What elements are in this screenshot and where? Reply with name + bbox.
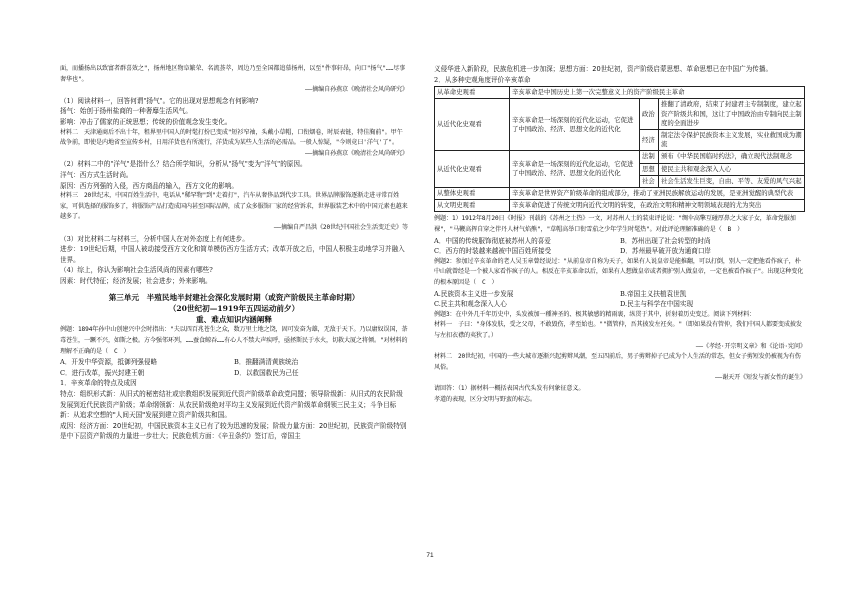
- table-cell: 从近代化史观看: [435, 151, 510, 188]
- page-number: 71: [426, 552, 434, 559]
- option: C．进行改革，振兴封建王朝: [60, 368, 145, 377]
- source-citation: ——谢天开《短发与新女性的诞生》: [714, 374, 806, 382]
- example-question: 例题：1894年孙中山创建兴中会时指出："夫以四百兆苍生之众，数万里土地之饶，固可发奋为雄，无敌于天下。乃以庸奴误国，荼毒苍生，一蹶不兴，如斯之极。方今强邻环列，……蚕食鲸吞……有心人不禁大声疾呼，亟拯斯民于水火，切救大厦之将倾。"对材料的理解不正确的是（ C ）: [60, 326, 408, 355]
- answer: 洋气：西方式生活时尚。: [60, 170, 133, 179]
- table-cell: 从革命史观看: [435, 87, 510, 99]
- table-row: [435, 188, 805, 200]
- unit-subtitle: （20世纪初—1919年五四运动前夕）: [168, 304, 300, 314]
- option: B．推翻满清黄族统治: [234, 358, 299, 367]
- table-cell: 推翻了清政府，结束了封建君主专制制度，建立起资产阶级共和国，这让了中国政治由专制向民主制度的全面进步: [659, 99, 805, 130]
- option: D.民主与科学在中国实现: [620, 300, 694, 309]
- source-citation: ——《孝经·开宗明义章》和《论语·宪问》: [695, 342, 806, 350]
- revolution-assessment-table: [434, 86, 805, 212]
- table-cell: 辛亥革命是一场深刻的近代化运动，它促进了中国政治、经济、思想文化的近代化: [510, 151, 640, 188]
- option: B．苏州出现了社会转型的时尚: [620, 236, 711, 245]
- paragraph: 特点：组织形式新：从旧式的秘密结社或宗教组织发展到近代资产阶级革命政党同盟；领导阶级新：从旧式的农民阶级发展到近代民族资产阶级；革命纲领新：从农民阶级绝对平均主义发展到近代资产阶级革命纲领三民主义；斗争目标新：从追求空想的"人间天国"发展到建立资产阶级共和国。: [60, 390, 403, 420]
- options-row: [60, 357, 408, 368]
- unit-title: 第三单元 半殖民地半封建社会深化发展时期（或资产阶级民主革命时期）: [108, 293, 360, 303]
- table-cell: 法制: [640, 151, 659, 163]
- question: 请回答：（1）据材料一概括表国古代头发有何象征意义。: [434, 384, 585, 392]
- answer: 影响：冲击了儒家的正统思想；传统的价值观念发生变化。: [60, 117, 232, 126]
- table-cell: 使民主共和观念深入人心: [659, 163, 805, 175]
- option: A.民族资本主义进一步发展: [434, 289, 514, 298]
- source-citation: ——摘编自孙燕京《晚清社会风尚研究》: [304, 86, 408, 94]
- subsection-heading: 1．辛亥革命的特点及成因: [60, 379, 137, 388]
- example-question: 例题：1）1912年8月20日《时报》刊载的《苏州之士热》一文，对苏州人士的装束评论说："绸伞高擎互碰厚鼻之大家子女，革命党服加裸"，"马鞭高挥自穿之伴丹人材气焰熊"，"草帽高举口衔雪茄之少年学生时髦热"。对此评论理解准确的是（ B ）: [434, 215, 796, 234]
- table-cell: 政治: [640, 99, 659, 130]
- question: （1）阅读材料一，回答何谓"扬气"。它的出现对思想观念有何影响?: [60, 96, 259, 105]
- option: B.帝国主义扶植袁世凯: [620, 289, 687, 298]
- question: （4）综上，你认为影响社会生活风尚的因素有哪些?: [60, 266, 213, 275]
- example-question: 例题2：参加过辛亥革命的老人吴玉章曾经说过："从前皇帝自称为天子，如果有人说皇帝是能推翻，可以打倒，别人一定把他看作疯子，朴中山就曾经是一个被人家看作疯子的人。相反在辛亥革命以后，如果有人想做皇帝或者拥护别人做皇帝，一定也被看作疯子"。出现这种变化的根本原因是（ C ）: [434, 257, 804, 286]
- options-row: [434, 299, 806, 310]
- material-text: 材料一 子曰："身体发肤，受之父母，不敢毁伤，孝至始也。""微管仲，吾其披发左衽矣。"（即如果没有管仲，我们中国人都要变成披发与左扣衣襟的夷狄了。）: [434, 321, 802, 339]
- answer: 孝道的表现，区分文明与野蛮的标志。: [434, 395, 536, 403]
- options-row: [434, 236, 806, 247]
- answer: 进步：19世纪后期，中国人被动接受西方文化和简单模仿西方生活方式；改革开放之后，中国人积极主动地学习并融入世界。: [60, 245, 405, 264]
- answer: 因素：时代特征；经济发展；社会进步；外来影响。: [60, 276, 212, 285]
- options-row: [60, 368, 408, 379]
- question: （2）材料二中的"洋气"是指什么？结合所学知识，分析从"扬气"变为"洋气"的原因。: [60, 160, 307, 169]
- options-row: [434, 289, 806, 300]
- option: A．中国的传统服饰彻底被苏州人的喜爱: [434, 236, 551, 245]
- table-cell: 从整体史观看: [435, 188, 510, 200]
- table-row: [435, 99, 805, 130]
- left-column: [60, 64, 408, 442]
- option: C.民主共和观念深入人心: [434, 300, 507, 309]
- table-cell: 辛亥革命是中国历史上第一次完整意义上的资产阶级民主革命: [510, 87, 805, 99]
- table-cell: 辛亥革命是世界资产阶级革命的组成部分，推动了亚洲民族解放运动的发展，是亚洲觉醒的典型代表: [510, 188, 805, 200]
- table-row: [435, 200, 805, 212]
- material-text: 材料二 天津通商后不出十年，租界里中国人的时髦打扮已变成"短衫窄袖，头戴小草帽，口衔烟卷，时辰表链，特佳胸前"。甲午战争前，即使是内地省至宣传乡村，日用洋货也有所流行，洋货成为某些人生活的必需品。一般人惊疑，"今则竟曰'洋气'了"。: [60, 128, 403, 147]
- options-row: [434, 246, 806, 257]
- example-question: 例题3：在中外几千年历史中，头发被加一種神圣的、极其敏感的精雨裹，纵贯于其中，折射着历史变迁。阅读下列材料：: [434, 310, 756, 318]
- paragraph: 面，而播扬出以致富者群喜效之"，扬州地区物阜繁荣、名流荟萃，周边乃至全国都追慕扬州，以至"件事轩昂，向口"扬气"……尽事奢华也"。: [60, 65, 406, 83]
- option: D．以救国救民为己任: [234, 368, 299, 377]
- answer: 原因：西方列强的入侵，西方商品的输入，西方文化的影响。: [60, 181, 239, 190]
- table-cell: 社会: [640, 175, 659, 187]
- material-text: 材料二 20世纪初，中国的一些大城市逐渐兴起剪辫风潮，至五四前后，男子剪辫掉子已成为个人生活的常态，但女子剪短发仍被视为有伤风俗。: [434, 353, 801, 371]
- question: （3）对比材料二与材料三，分析中国人在对外态度上有何进步。: [60, 234, 249, 243]
- table-cell: 经济: [640, 130, 659, 151]
- option: D．苏州最早破开放为通商口岸: [620, 247, 712, 256]
- subsection-heading: 2．从多种史观角度评价辛亥革命: [434, 75, 531, 84]
- option: C．西方的时装越来越被中国百姓所接受: [434, 247, 552, 256]
- option: A．开发中华资源，抵御列强侵略: [60, 358, 158, 367]
- paragraph: 义侵华进入新阶段，民族危机进一步加深；思想方面：20世纪初，资产阶级启蒙思想、革命思想已在中国广为传播。: [434, 65, 773, 73]
- table-cell: 社会生活发生巨变，自由、平等、友爱的风气兴起: [659, 175, 805, 187]
- table-cell: 制定法令保护民族资本主义发展，实业救国成为潮流: [659, 130, 805, 151]
- table-row: [435, 151, 805, 163]
- right-column: [434, 64, 806, 405]
- table-cell: 辛亥革命促进了传统文明向近代文明的转变，在政治文明和精神文明领域表现的尤为突出: [510, 200, 805, 212]
- table-cell: 颁布《中华民国临时约法》，确立现代法制观念: [659, 151, 805, 163]
- source-citation: ——摘编自孙燕京《晚清社会风尚研究》: [304, 149, 408, 157]
- material-text: 材料三 20世纪末，中国百姓生活中，电话从"稀罕物"到"走着打"，汽车从奢侈品到代步工具。世界品牌服饰逐渐走进寻常百姓家，可供选择的服饰多了，将服饰产品打造成国内甚至国际品牌，成了众多服饰厂家的经营诉求，世界服装艺术中的中国元素也越来越多了。: [60, 192, 408, 221]
- section-heading: 重、难点知识内涵阐释: [196, 315, 272, 325]
- table-cell: 从近代化史观看: [435, 99, 510, 151]
- answer: 扬气：始创于扬州盐商的一种奢靡生活风气。: [60, 107, 192, 116]
- table-cell: 思想: [640, 163, 659, 175]
- table-row: [435, 87, 805, 99]
- source-citation: ——摘编自严昌洪《20世纪中国社会生活变迁史》等: [273, 223, 408, 231]
- paragraph: 成因：经济方面：20世纪初，中国民族资本主义已有了较为迅速的发展；阶级力量方面：20世纪初，民族资产阶级特别是中下层资产阶级的力量进一步壮大；民族危机方面：《辛丑条约》签订后，帝国主: [60, 421, 407, 441]
- table-cell: 从文明史观看: [435, 200, 510, 212]
- table-cell: 辛亥革命是一场深刻的近代化运动，它促进了中国政治、经济、思想文化的近代化: [510, 99, 640, 151]
